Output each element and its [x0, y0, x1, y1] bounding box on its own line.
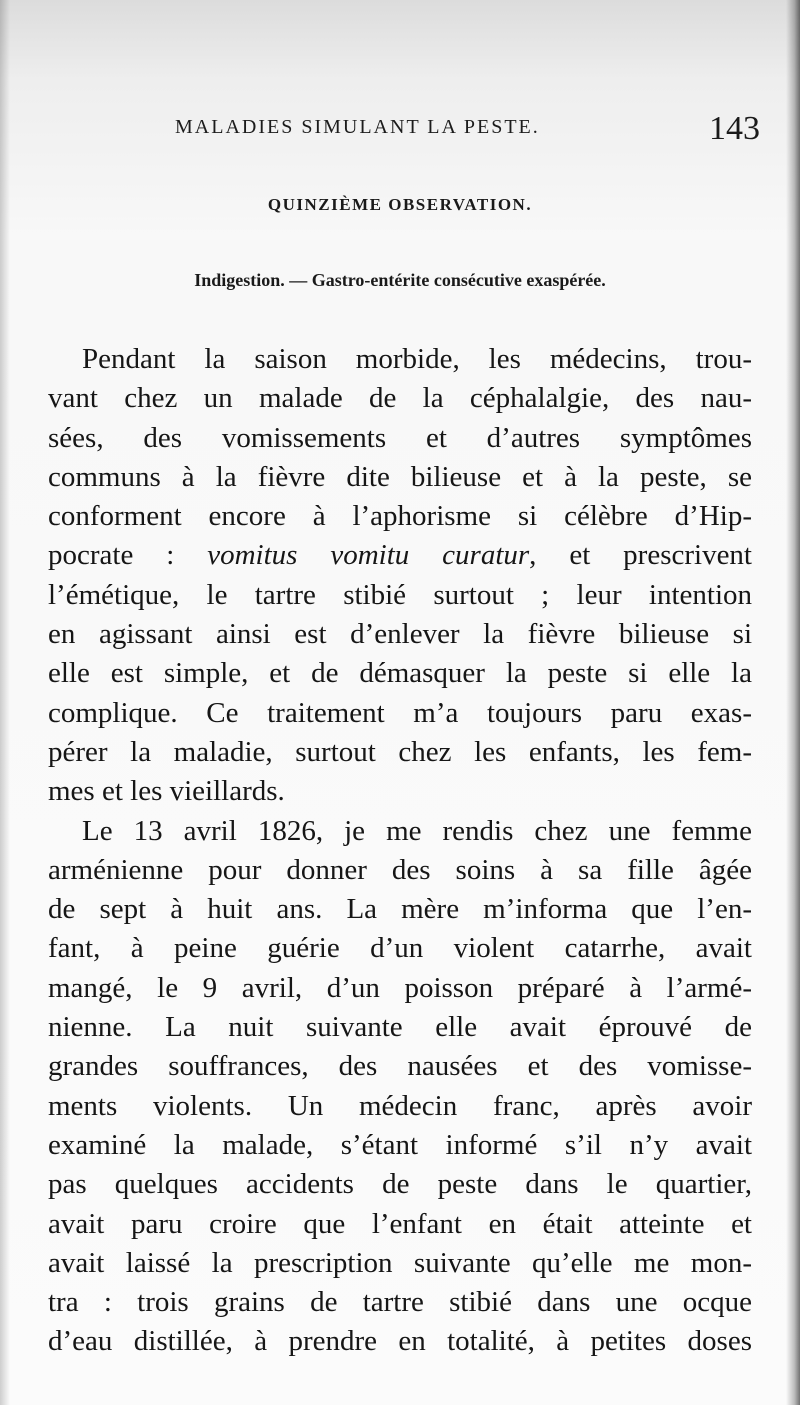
text-line: tra : trois grains de tartre stibié dans une ocque — [48, 1286, 752, 1319]
text-line: nienne. La nuit suivante elle avait éprouvé de — [48, 1011, 752, 1044]
latin-aphorism: vomitus vomitu curatur — [207, 539, 530, 572]
text-line: conforment encore à l’aphorisme si célèbre d’Hip- — [48, 500, 752, 533]
text-line: pas quelques accidents de peste dans le quartier, — [48, 1168, 752, 1201]
page-header — [175, 112, 760, 148]
paragraph-1 — [48, 340, 752, 812]
text-line: Pendant la saison morbide, les médecins, trou- — [82, 343, 752, 375]
observation-subtitle: Indigestion. — Gastro-entérite consécutive exaspérée. — [194, 270, 606, 290]
text-line: ments violents. Un médecin franc, après avoir — [48, 1089, 752, 1122]
page-number: 143 — [709, 110, 760, 147]
text-line — [48, 536, 752, 575]
text-line: avait paru croire que l’enfant en était atteinte et — [48, 1207, 752, 1240]
text-line: examiné la malade, s’étant informé s’il n’y avait — [48, 1128, 752, 1161]
text-line: grandes souffrances, des nausées et des vomisse- — [48, 1050, 752, 1083]
text-line: d’eau distillée, à prendre en totalité, à petites doses — [48, 1325, 752, 1358]
text-line: communs à la fièvre dite bilieuse et à la peste, se — [48, 460, 752, 493]
text-line: fant, à peine guérie d’un violent catarrhe, avait — [48, 932, 752, 965]
text-line: arménienne pour donner des soins à sa fille âgée — [48, 853, 752, 886]
text-line: elle est simple, et de démasquer la peste si elle la — [48, 657, 752, 690]
running-title: MALADIES SIMULANT LA PESTE. — [175, 116, 540, 138]
body-text — [48, 340, 752, 1362]
text-line: mangé, le 9 avril, d’un poisson préparé à l’armé- — [48, 971, 752, 1004]
text-line: complique. Ce traitement m’a toujours paru exas- — [48, 696, 752, 729]
text-line: vant chez un malade de la céphalalgie, des nau- — [48, 382, 752, 415]
text-line: en agissant ainsi est d’enlever la fièvre bilieuse si — [48, 618, 752, 651]
paragraph-2 — [48, 812, 752, 1362]
text-line: avait laissé la prescription suivante qu’elle me mon- — [48, 1246, 752, 1279]
text-line: l’émétique, le tartre stibié surtout ; leur intention — [48, 578, 752, 611]
text-line: Le 13 avril 1826, je me rendis chez une femme — [82, 814, 752, 847]
text-segment: pocrate : — [48, 539, 208, 572]
observation-title: QUINZIÈME OBSERVATION. — [267, 195, 533, 214]
text-segment: , et prescrivent — [529, 539, 752, 572]
text-line: de sept à huit ans. La mère m’informa que l’en- — [48, 893, 752, 926]
text-line: sées, des vomissements et d’autres symptômes — [48, 421, 752, 454]
text-line: pérer la maladie, surtout chez les enfants, les fem- — [48, 735, 752, 768]
text-line: mes et les vieillards. — [48, 775, 285, 808]
